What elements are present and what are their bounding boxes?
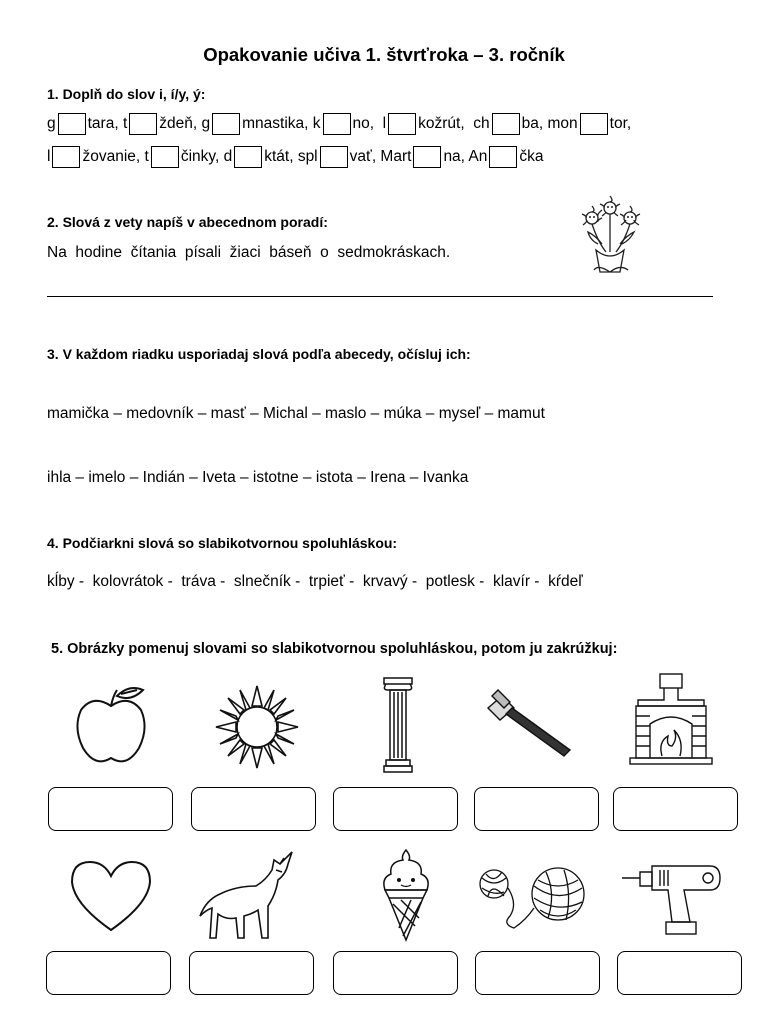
- task1-heading: 1. Doplň do slov i, í/y, ý:: [47, 86, 206, 102]
- drill-picture: [620, 860, 724, 938]
- answer-box[interactable]: [333, 787, 458, 831]
- sun-icon: [212, 682, 302, 772]
- letter-gap[interactable]: [413, 146, 441, 168]
- letter-gap[interactable]: [234, 146, 262, 168]
- answer-box[interactable]: [474, 787, 599, 831]
- yarn-balls-icon: [474, 864, 588, 930]
- letter-gap[interactable]: [489, 146, 517, 168]
- apple-picture: [73, 684, 149, 768]
- apple-icon: [73, 684, 149, 768]
- meat-hammer-picture: [484, 688, 576, 758]
- task2-sentence: Na hodine čítania písali žiaci báseň o sedmokráskach.: [47, 244, 451, 261]
- task5-heading: 5. Obrázky pomenuj slovami so slabikotvornou spoluhláskou, potom ju zakrúžkuj:: [51, 641, 618, 657]
- task1-row1: [47, 113, 631, 135]
- task2-heading: 2. Slová z vety napíš v abecednom poradí:: [47, 214, 328, 230]
- letter-gap[interactable]: [151, 146, 179, 168]
- gap-text: ktát, spl: [264, 148, 318, 165]
- answer-box[interactable]: [475, 951, 600, 995]
- wolf-icon: [196, 850, 300, 942]
- task4-words: kĺby - kolovrátok - tráva - slnečník - trpieť - krvavý - potlesk - klavír - kŕdeľ: [47, 573, 583, 590]
- task3-heading: 3. V každom riadku usporiadaj slová podľa abecedy, očísluj ich:: [47, 346, 471, 362]
- gap-text: na, An: [443, 148, 488, 165]
- letter-gap[interactable]: [580, 113, 608, 135]
- gap-text: žovanie, t: [82, 148, 149, 165]
- answer-box[interactable]: [48, 787, 173, 831]
- gap-text: l: [47, 148, 51, 165]
- letter-gap[interactable]: [320, 146, 348, 168]
- fireplace-icon: [628, 670, 714, 766]
- letter-gap[interactable]: [323, 113, 351, 135]
- gap-text: tara, t: [87, 115, 128, 132]
- answer-box[interactable]: [46, 951, 171, 995]
- letter-gap[interactable]: [52, 146, 80, 168]
- gap-text: kožrút, ch: [418, 115, 490, 132]
- letter-gap[interactable]: [212, 113, 240, 135]
- letter-gap[interactable]: [129, 113, 157, 135]
- letter-gap[interactable]: [58, 113, 86, 135]
- gap-text: vať, Mart: [349, 148, 412, 165]
- heart-picture: [68, 858, 154, 934]
- letter-gap[interactable]: [492, 113, 520, 135]
- page-title: Opakovanie učiva 1. štvrťroka – 3. ročník: [203, 44, 565, 65]
- answer-box[interactable]: [617, 951, 742, 995]
- gap-text: mnastika, k: [242, 115, 321, 132]
- ice-cream-icon: [379, 848, 433, 942]
- answer-box[interactable]: [189, 951, 314, 995]
- fireplace-picture: [628, 670, 714, 766]
- gap-text: tor,: [609, 115, 632, 132]
- task3-row2: ihla – imelo – Indián – Iveta – istotne – istota – Irena – Ivanka: [47, 469, 469, 486]
- gap-text: činky, d: [180, 148, 233, 165]
- answer-box[interactable]: [333, 951, 458, 995]
- yarn-balls-picture: [474, 864, 588, 930]
- flowers-picture: [568, 192, 652, 276]
- meat-hammer-icon: [484, 688, 576, 758]
- task3-row1: mamička – medovník – masť – Michal – maslo – múka – myseľ – mamut: [47, 405, 545, 422]
- heart-icon: [68, 858, 154, 934]
- letter-gap[interactable]: [388, 113, 416, 135]
- gap-text: čka: [519, 148, 544, 165]
- gap-text: g: [47, 115, 56, 132]
- gap-text: ba, mon: [521, 115, 578, 132]
- task1-row2: [47, 146, 544, 168]
- column-picture: [380, 676, 416, 774]
- flowers-icon: [568, 192, 652, 276]
- answer-line[interactable]: [47, 296, 713, 297]
- answer-box[interactable]: [613, 787, 738, 831]
- column-icon: [380, 676, 416, 774]
- sun-picture: [212, 682, 302, 772]
- wolf-picture: [196, 850, 300, 942]
- answer-box[interactable]: [191, 787, 316, 831]
- drill-icon: [620, 860, 724, 938]
- gap-text: no, l: [352, 115, 387, 132]
- gap-text: ždeň, g: [159, 115, 211, 132]
- ice-cream-picture: [379, 848, 433, 942]
- task4-heading: 4. Podčiarkni slová so slabikotvornou spoluhláskou:: [47, 535, 398, 551]
